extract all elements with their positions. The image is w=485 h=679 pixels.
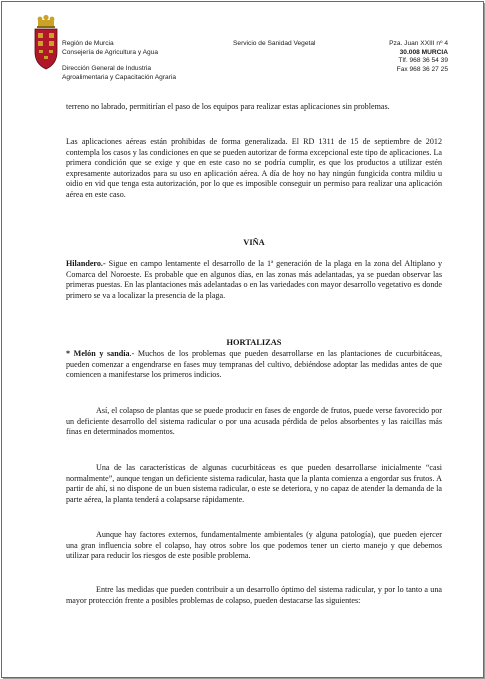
header-organization [62, 40, 176, 82]
paragraph-hilandero [66, 259, 442, 301]
paragraph-aerial-applications: Las aplicaciones aéreas están prohibidas de forma generalizada. El RD 1311 de 15 de septiembre de 2012 contempla los casos y las condiciones en que se pueden autorizar de forma excepcional este tipo de aplicaciones. La primera condición que se exige y que en este caso no se podría cumplir, es que los productos a utilizar estén expresamente autorizados para su uso en aplicación aérea. A día de hoy no hay ningún fungicida contra mildiu u oidio en vid que tenga esta autorización, por lo que es imposible conseguir un permiso para realizar una aplicación aérea en este caso. [66, 137, 442, 199]
paragraph-characteristics: Una de las características de algunas cucurbitáceas es que pueden desarrollarse inicialmente “casi normalmente”, aunque tengan un deficiente sistema radicular, hasta que la planta comienza a engordar sus frutos. A partir de ahí, si no dispone de un buen sistema radicular, o este se deteriora, y no capaz de atender la demanda de la parte aérea, la planta tenderá a colapsarse rápidamente. [66, 463, 442, 504]
paragraph-measures: Entre las medidas que pueden contribuir a un desarrollo óptimo del sistema radicular, y por lo tanto a una mayor protección frente a posibles problemas de colapso, pueden destacarse las siguientes: [66, 585, 442, 605]
melon-text: .- Muchos de los problemas que pueden desarrollarse en las plantaciones de cucurbitáceas, pueden comenzar a engendrarse en fases muy tempranas del cultivo, debiéndose adoptar las medidas antes de que comiencen a manifestarse los primeros indicios. [66, 349, 442, 380]
paragraph-intro: terreno no labrado, permitirían el paso de los equipos para realizar estas aplicaciones sin problemas. [66, 102, 390, 111]
header-address: Pza. Juan XXIII nº 4 [389, 40, 448, 47]
paragraph-external-factors: Aunque hay factores externos, fundamentalmente ambientales (y alguna patología), que pueden ejercer una gran influencia sobre el colapso, hay otros sobre los que podemos tener un cierto manejo y que debemos utilizar para reducir los riesgos de este posible problema. [66, 530, 442, 561]
hilandero-lead: Hilandero.- [66, 259, 106, 268]
header-city: 30.008 MURCIA [399, 48, 448, 56]
hilandero-text: Sigue en campo lentamente el desarrollo de la 1ª generación de la plaga en la zona del Altiplano y Comarca del Noroeste. Es probable que en algunos días, en las zonas más adelantadas, ya se puedan observar las primeras puestas. En las plantaciones más adelantadas o en las variedades con mayor desarrollo vegetativo es donde primero se va a localizar la presencia de la plaga. [66, 259, 443, 300]
paragraph-melon-sandia [66, 349, 442, 381]
paragraph-collapse: Así, el colapso de plantas que se puede producir en fases de engorde de frutos, puede verse favorecido por un deficiente desarrollo del sistema radicular o por una acusada pérdida de pelos absorbentes y las raicillas más finas en determinados momentos. [66, 406, 442, 437]
header-phone: Tlf. 968 36 54 39 [398, 57, 448, 65]
header-ministry: Consejería de Agricultura y Agua [62, 48, 159, 56]
melon-lead: * Melón y sandía [66, 349, 130, 358]
section-heading-hortalizas: HORTALIZAS [226, 338, 282, 347]
header-fax: Fax 968 36 27 25 [396, 65, 448, 73]
section-heading-vina: VIÑA [243, 238, 265, 247]
region-murcia-coat-of-arms-icon [33, 14, 59, 72]
header-address-block [370, 40, 448, 74]
header-directorate: Dirección General de Industria [62, 65, 152, 73]
header-service: Servicio de Sanidad Vegetal [233, 40, 316, 47]
header-region: Región de Murcia [62, 40, 114, 47]
header-directorate-2: Agroalimentaria y Capacitación Agraria [62, 73, 176, 81]
